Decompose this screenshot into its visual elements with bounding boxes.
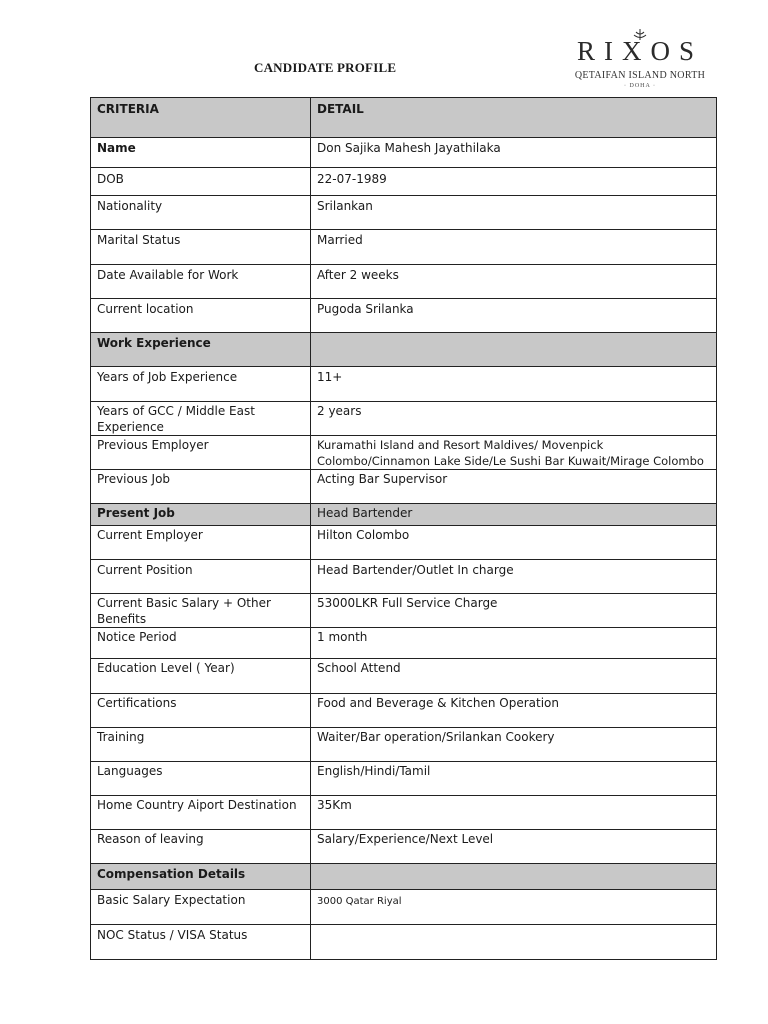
row-label: Current location xyxy=(91,299,311,333)
row-value: 35Km xyxy=(311,796,717,830)
section-row-compensation xyxy=(91,864,717,890)
table-row xyxy=(91,402,717,436)
candidate-profile-table xyxy=(90,97,717,960)
table-row xyxy=(91,367,717,402)
table-row xyxy=(91,762,717,796)
row-value: After 2 weeks xyxy=(311,265,717,299)
row-label: Name xyxy=(91,138,311,168)
section-label: Present Job xyxy=(91,504,311,526)
row-value: Don Sajika Mahesh Jayathilaka xyxy=(311,138,717,168)
row-value: Food and Beverage & Kitchen Operation xyxy=(311,694,717,728)
row-label: Languages xyxy=(91,762,311,796)
row-value: 11+ xyxy=(311,367,717,402)
header-detail: DETAIL xyxy=(311,98,717,138)
row-label: Date Available for Work xyxy=(91,265,311,299)
section-label: Work Experience xyxy=(91,333,311,367)
table-row xyxy=(91,560,717,594)
table-row xyxy=(91,299,717,333)
row-label: Basic Salary Expectation xyxy=(91,890,311,925)
row-value: Pugoda Srilanka xyxy=(311,299,717,333)
row-value: English/Hindi/Tamil xyxy=(311,762,717,796)
table-row xyxy=(91,436,717,470)
logo-city: · DOHA · xyxy=(624,83,656,89)
row-label: NOC Status / VISA Status xyxy=(91,925,311,960)
row-label: Previous Employer xyxy=(91,436,311,470)
row-value: 3000 Qatar Riyal xyxy=(311,890,717,925)
table-row xyxy=(91,196,717,230)
row-value xyxy=(311,864,717,890)
row-label: Marital Status xyxy=(91,230,311,265)
row-label: Years of GCC / Middle East Experience xyxy=(91,402,311,436)
row-label: Training xyxy=(91,728,311,762)
row-label: Home Country Aiport Destination xyxy=(91,796,311,830)
rixos-logo xyxy=(565,26,715,94)
row-label: Education Level ( Year) xyxy=(91,659,311,694)
logo-wordmark: RIXOS xyxy=(576,36,703,66)
table-row xyxy=(91,168,717,196)
table-row xyxy=(91,796,717,830)
row-label: DOB xyxy=(91,168,311,196)
row-value: Salary/Experience/Next Level xyxy=(311,830,717,864)
table-row xyxy=(91,265,717,299)
row-label: Current Basic Salary + Other Benefits xyxy=(91,594,311,628)
table-row xyxy=(91,830,717,864)
row-label: Current Position xyxy=(91,560,311,594)
table-row xyxy=(91,594,717,628)
row-label: Current Employer xyxy=(91,526,311,560)
table-header-row xyxy=(91,98,717,138)
row-value: Srilankan xyxy=(311,196,717,230)
row-value: Hilton Colombo xyxy=(311,526,717,560)
row-value: 22-07-1989 xyxy=(311,168,717,196)
table-row xyxy=(91,628,717,659)
table-row xyxy=(91,890,717,925)
row-label: Notice Period xyxy=(91,628,311,659)
row-label: Years of Job Experience xyxy=(91,367,311,402)
row-value: 2 years xyxy=(311,402,717,436)
row-label: Nationality xyxy=(91,196,311,230)
row-value: Kuramathi Island and Resort Maldives/ Movenpick Colombo/Cinnamon Lake Side/Le Sushi Bar Kuwait/Mirage Colombo xyxy=(311,436,717,470)
row-value: 1 month xyxy=(311,628,717,659)
document-title: CANDIDATE PROFILE xyxy=(254,60,397,75)
row-value xyxy=(311,925,717,960)
table-row xyxy=(91,659,717,694)
row-value: Married xyxy=(311,230,717,265)
header-criteria: CRITERIA xyxy=(91,98,311,138)
row-label: Previous Job xyxy=(91,470,311,504)
row-value xyxy=(311,333,717,367)
row-value: Acting Bar Supervisor xyxy=(311,470,717,504)
logo-subtitle: QETAIFAN ISLAND NORTH xyxy=(574,70,706,81)
section-row-present-job xyxy=(91,504,717,526)
row-value: School Attend xyxy=(311,659,717,694)
table-row xyxy=(91,694,717,728)
row-value: Waiter/Bar operation/Srilankan Cookery xyxy=(311,728,717,762)
row-value: 53000LKR Full Service Charge xyxy=(311,594,717,628)
table-row xyxy=(91,526,717,560)
table-row xyxy=(91,470,717,504)
table-row xyxy=(91,230,717,265)
table-row xyxy=(91,138,717,168)
row-label: Certifications xyxy=(91,694,311,728)
table-row xyxy=(91,728,717,762)
table-row xyxy=(91,925,717,960)
row-label: Reason of leaving xyxy=(91,830,311,864)
row-value: Head Bartender xyxy=(311,504,717,526)
section-label: Compensation Details xyxy=(91,864,311,890)
section-row-work-experience xyxy=(91,333,717,367)
row-value: Head Bartender/Outlet In charge xyxy=(311,560,717,594)
